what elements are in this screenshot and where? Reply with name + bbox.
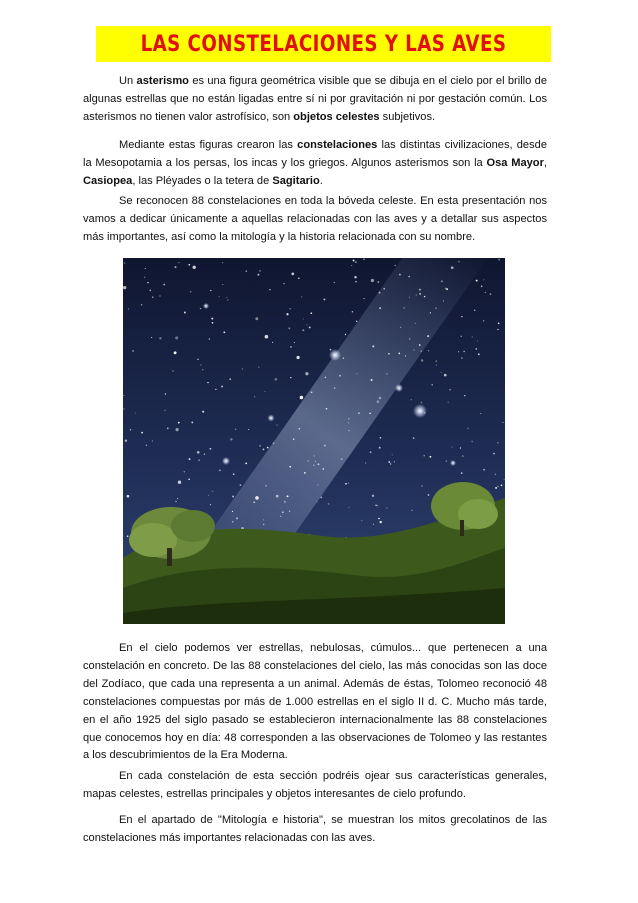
- star: [132, 350, 134, 352]
- star: [313, 465, 314, 466]
- star: [294, 342, 295, 343]
- star: [172, 370, 173, 371]
- star: [210, 504, 211, 505]
- star: [348, 482, 349, 483]
- star: [377, 281, 379, 283]
- star: [339, 375, 341, 377]
- star: [212, 491, 213, 492]
- star: [198, 459, 200, 461]
- star: [497, 486, 498, 487]
- star: [334, 282, 335, 283]
- star: [428, 350, 429, 351]
- star: [204, 453, 205, 454]
- star: [167, 427, 169, 429]
- star: [461, 472, 463, 474]
- star: [419, 289, 421, 291]
- star: [400, 327, 401, 328]
- star: [175, 501, 176, 502]
- star: [209, 338, 211, 340]
- star: [123, 395, 124, 396]
- star: [377, 400, 380, 403]
- star: [282, 511, 284, 513]
- star: [399, 274, 401, 276]
- star: [300, 396, 304, 400]
- star: [471, 441, 473, 443]
- star: [223, 331, 225, 333]
- star: [501, 484, 503, 486]
- star: [123, 286, 126, 289]
- star: [248, 429, 249, 430]
- star: [212, 322, 214, 324]
- star: [263, 449, 265, 451]
- star: [275, 378, 278, 381]
- star: [379, 447, 381, 449]
- star: [145, 268, 146, 269]
- star: [233, 473, 235, 475]
- star: [354, 276, 356, 278]
- star: [184, 312, 186, 314]
- term-sagitario: Sagitario: [272, 174, 320, 187]
- star: [413, 437, 415, 439]
- star: [286, 313, 288, 315]
- star: [283, 283, 284, 284]
- star: [299, 428, 300, 429]
- star: [345, 483, 347, 485]
- star: [141, 304, 143, 306]
- star: [498, 259, 499, 260]
- star: [498, 323, 500, 325]
- star: [361, 520, 362, 521]
- star: [330, 349, 332, 351]
- star: [388, 461, 390, 463]
- star: [236, 517, 238, 519]
- star: [348, 430, 349, 431]
- star: [448, 402, 449, 403]
- star: [405, 355, 406, 356]
- star: [462, 455, 464, 457]
- star: [441, 280, 443, 282]
- star: [202, 369, 203, 370]
- star: [411, 399, 412, 400]
- star: [298, 277, 300, 279]
- star: [159, 337, 161, 339]
- star: [146, 445, 147, 446]
- star: [258, 367, 259, 368]
- star: [306, 324, 307, 325]
- star: [451, 266, 454, 269]
- star: [411, 510, 412, 511]
- star: [388, 353, 390, 355]
- star: [477, 340, 478, 341]
- star: [290, 377, 291, 378]
- star: [464, 395, 465, 396]
- paragraph-mitologia: En el apartado de "Mitología e historia", se muestran los mitos grecolatinos de las constelaciones más importantes relacionadas con las aves.: [83, 814, 547, 844]
- star: [446, 460, 448, 462]
- star: [392, 454, 393, 455]
- star: [263, 519, 264, 520]
- star: [193, 266, 196, 269]
- star: [151, 337, 152, 338]
- star: [430, 456, 432, 458]
- star: [222, 284, 223, 285]
- star: [267, 447, 269, 449]
- star: [174, 351, 177, 354]
- star: [421, 485, 423, 487]
- star: [232, 521, 234, 523]
- night-sky-photo: [123, 258, 505, 624]
- star: [378, 518, 380, 520]
- star: [177, 498, 178, 499]
- star: [227, 299, 228, 300]
- star: [394, 461, 395, 462]
- star: [325, 377, 326, 378]
- star: [390, 463, 391, 464]
- star: [316, 501, 317, 502]
- star: [149, 290, 151, 292]
- star: [380, 521, 382, 523]
- star: [446, 288, 448, 290]
- star: [296, 356, 299, 359]
- star: [380, 437, 382, 439]
- star: [365, 462, 366, 463]
- star: [408, 276, 410, 278]
- star: [302, 329, 304, 331]
- star: [221, 386, 223, 388]
- star: [188, 264, 190, 266]
- star: [265, 485, 267, 487]
- star: [386, 507, 387, 508]
- star: [178, 422, 180, 424]
- star: [255, 496, 259, 500]
- star: [289, 466, 291, 468]
- star: [428, 494, 430, 496]
- star: [232, 496, 234, 498]
- star: [475, 348, 477, 350]
- term-osa-mayor: Osa Mayor: [486, 156, 544, 169]
- star: [472, 336, 473, 337]
- star: [493, 453, 495, 455]
- star: [175, 266, 177, 268]
- star: [356, 321, 357, 322]
- star: [308, 460, 309, 461]
- page-title: LAS CONSTELACIONES Y LAS AVES: [140, 32, 507, 57]
- star: [309, 326, 311, 328]
- star: [427, 335, 429, 337]
- star: [504, 479, 505, 480]
- star: [421, 402, 423, 404]
- star: [159, 295, 160, 296]
- star: [141, 432, 143, 434]
- star: [497, 329, 498, 330]
- star: [461, 316, 462, 317]
- star: [125, 439, 127, 441]
- star: [290, 308, 291, 309]
- star: [147, 282, 148, 283]
- star: [444, 374, 447, 377]
- star: [269, 289, 270, 290]
- star: [200, 308, 201, 309]
- star: [414, 349, 415, 350]
- star: [355, 281, 356, 282]
- star: [163, 284, 165, 286]
- star: [303, 319, 304, 320]
- star: [184, 471, 185, 472]
- star: [369, 413, 371, 415]
- paragraph-seccion-contenido: En cada constelación de esta sección podréis ojear sus características generales, mapas celestes, estrellas principales y objetos interesantes de cielo profundo.: [83, 770, 547, 800]
- term-objetos-celestes: objetos celestes: [293, 110, 380, 123]
- star: [200, 364, 201, 365]
- star: [379, 307, 381, 309]
- star: [240, 484, 242, 486]
- star: [128, 308, 129, 309]
- star: [264, 391, 265, 392]
- star: [232, 511, 233, 512]
- star: [130, 429, 132, 431]
- star: [289, 511, 290, 512]
- paragraph-historia-constelaciones: En el cielo podemos ver estrellas, nebulosas, cúmulos... que pertenecen a una constelación en concreto. De las 88 constelaciones del cielo, las más conocidas son las doce del Zodíaco, que cada una representa a un animal. Además de éstas, Tolomeo reconoció 48 constelaciones compuestas por más de 1.000 estrellas en el siglo II d. C. Mucho más tarde, en el año 1925 del siglo pasado se establecieron internacionalmente las 88 constelaciones que conocemos hoy en día: 48 corresponden a las observaciones de Tolomeo y las restantes a los descubrimientos de la Era Moderna.: [83, 642, 547, 762]
- star: [202, 411, 204, 413]
- star: [371, 279, 374, 282]
- star: [284, 501, 286, 503]
- star: [394, 265, 395, 266]
- term-constelaciones: constelaciones: [297, 139, 378, 151]
- star: [474, 309, 476, 311]
- star: [164, 410, 165, 411]
- star: [242, 368, 243, 369]
- star: [188, 479, 190, 481]
- star: [211, 318, 213, 320]
- star: [463, 351, 464, 352]
- star: [478, 353, 480, 355]
- star: [383, 288, 385, 290]
- star: [436, 360, 438, 362]
- star: [355, 261, 357, 263]
- star: [497, 442, 499, 444]
- star: [415, 323, 416, 324]
- star: [416, 294, 417, 295]
- star: [461, 357, 463, 359]
- star: [197, 451, 200, 454]
- star: [165, 393, 166, 394]
- star: [345, 334, 346, 335]
- star: [349, 507, 350, 508]
- star: [178, 262, 179, 263]
- star: [343, 357, 344, 358]
- star: [424, 296, 425, 297]
- star: [371, 379, 373, 381]
- star: [259, 445, 260, 446]
- star: [324, 445, 326, 447]
- star: [461, 336, 462, 337]
- star: [480, 413, 481, 414]
- star: [351, 265, 352, 266]
- star: [352, 311, 354, 313]
- star: [452, 446, 453, 447]
- star: [502, 422, 503, 423]
- star: [288, 327, 290, 329]
- star: [443, 300, 444, 301]
- star: [127, 535, 129, 537]
- star: [341, 458, 343, 460]
- star: [310, 312, 312, 314]
- star: [323, 298, 325, 300]
- star: [189, 458, 191, 460]
- star: [293, 438, 295, 440]
- star: [379, 292, 381, 294]
- star: [377, 505, 378, 506]
- star: [259, 270, 261, 272]
- star: [353, 260, 355, 262]
- star: [222, 262, 223, 263]
- star: [460, 447, 461, 448]
- star: [495, 474, 496, 475]
- star: [263, 524, 264, 525]
- star: [421, 359, 423, 361]
- star: [144, 277, 145, 278]
- star: [458, 351, 459, 352]
- star: [215, 389, 216, 390]
- star: [124, 262, 125, 263]
- star: [495, 487, 497, 489]
- star: [449, 389, 451, 391]
- star: [373, 524, 374, 525]
- star: [372, 345, 374, 347]
- star: [348, 422, 349, 423]
- term-asterismo: asterismo: [136, 75, 189, 87]
- star: [328, 503, 330, 505]
- star: [208, 495, 209, 496]
- star: [123, 408, 124, 409]
- star: [272, 342, 273, 343]
- star: [476, 280, 478, 282]
- star: [409, 297, 410, 298]
- star: [291, 273, 294, 276]
- star: [334, 387, 336, 389]
- star: [175, 336, 178, 339]
- star: [356, 373, 357, 374]
- star: [370, 451, 372, 453]
- star: [178, 481, 181, 484]
- star: [245, 463, 247, 465]
- star: [483, 279, 484, 280]
- star: [207, 382, 208, 383]
- star: [257, 274, 259, 276]
- star: [235, 429, 236, 430]
- star: [280, 516, 281, 517]
- star: [135, 413, 136, 414]
- star: [363, 258, 364, 259]
- star: [436, 365, 437, 366]
- star: [364, 298, 365, 299]
- star: [317, 484, 318, 485]
- star: [441, 372, 442, 373]
- star: [246, 270, 248, 272]
- star: [190, 291, 191, 292]
- star: [322, 468, 324, 470]
- star: [210, 290, 211, 291]
- star: [421, 350, 422, 351]
- star: [386, 373, 387, 374]
- star: [358, 412, 360, 414]
- star: [314, 455, 315, 456]
- star: [318, 463, 320, 465]
- star: [404, 307, 405, 308]
- star: [483, 469, 485, 471]
- star: [379, 397, 382, 400]
- star: [409, 338, 411, 340]
- star: [398, 353, 400, 355]
- star: [226, 297, 227, 298]
- star: [255, 317, 258, 320]
- star: [127, 495, 130, 498]
- star: [219, 469, 221, 471]
- star: [458, 261, 460, 263]
- star: [348, 418, 349, 419]
- star: [305, 372, 308, 375]
- star: [210, 448, 212, 450]
- star: [265, 335, 269, 339]
- star: [311, 391, 313, 393]
- star: [304, 472, 306, 474]
- star: [467, 428, 468, 429]
- star: [419, 344, 421, 346]
- star: [197, 359, 198, 360]
- star: [290, 346, 292, 348]
- star: [419, 293, 421, 295]
- star: [277, 425, 278, 426]
- paragraph-asterismo: Un asterismo es una figura geométrica visible que se dibuja en el cielo por el brillo de algunas estrellas que no están ligadas entre sí ni por gravitación ni por gestación común. Los asterismos no tienen valor astrofísico, son objetos celestes subjetivos.: [83, 75, 548, 123]
- star: [176, 428, 179, 431]
- star: [230, 438, 232, 440]
- star: [431, 384, 433, 386]
- term-casiopea: Casiopea: [83, 174, 133, 187]
- title-highlight: [96, 26, 551, 62]
- star: [315, 461, 316, 462]
- star: [375, 505, 376, 506]
- star: [430, 312, 431, 313]
- star: [152, 440, 153, 441]
- star: [326, 408, 328, 410]
- star: [481, 285, 483, 287]
- star: [191, 421, 193, 423]
- star: [219, 296, 220, 297]
- star: [372, 495, 374, 497]
- star: [276, 495, 279, 498]
- paragraph-88-constelaciones: Se reconocen 88 constelaciones en toda la bóveda celeste. En esta presentación nos vamos a dedicar únicamente a aquellas relacionadas con las aves y a detallar sus aspectos más importantes, así como la mitología y la historia relacionada con su nombre.: [83, 195, 547, 243]
- star: [253, 501, 255, 503]
- star: [423, 455, 424, 456]
- star: [273, 442, 275, 444]
- star: [229, 378, 231, 380]
- star: [287, 495, 289, 497]
- star: [490, 293, 492, 295]
- star: [254, 396, 255, 397]
- star: [301, 296, 302, 297]
- star: [435, 307, 436, 308]
- star: [483, 320, 484, 321]
- star: [485, 292, 486, 293]
- star: [152, 296, 153, 297]
- star: [320, 497, 322, 499]
- paragraph-constelaciones: Mediante estas figuras crearon las constelaciones las distintas civilizaciones, desde la Mesopotamia a los persas, los incas y los griegos. Algunos asterismos son la Osa Mayor, Casiopea, las Pléyades o la tetera de Sagitario.: [83, 139, 547, 187]
